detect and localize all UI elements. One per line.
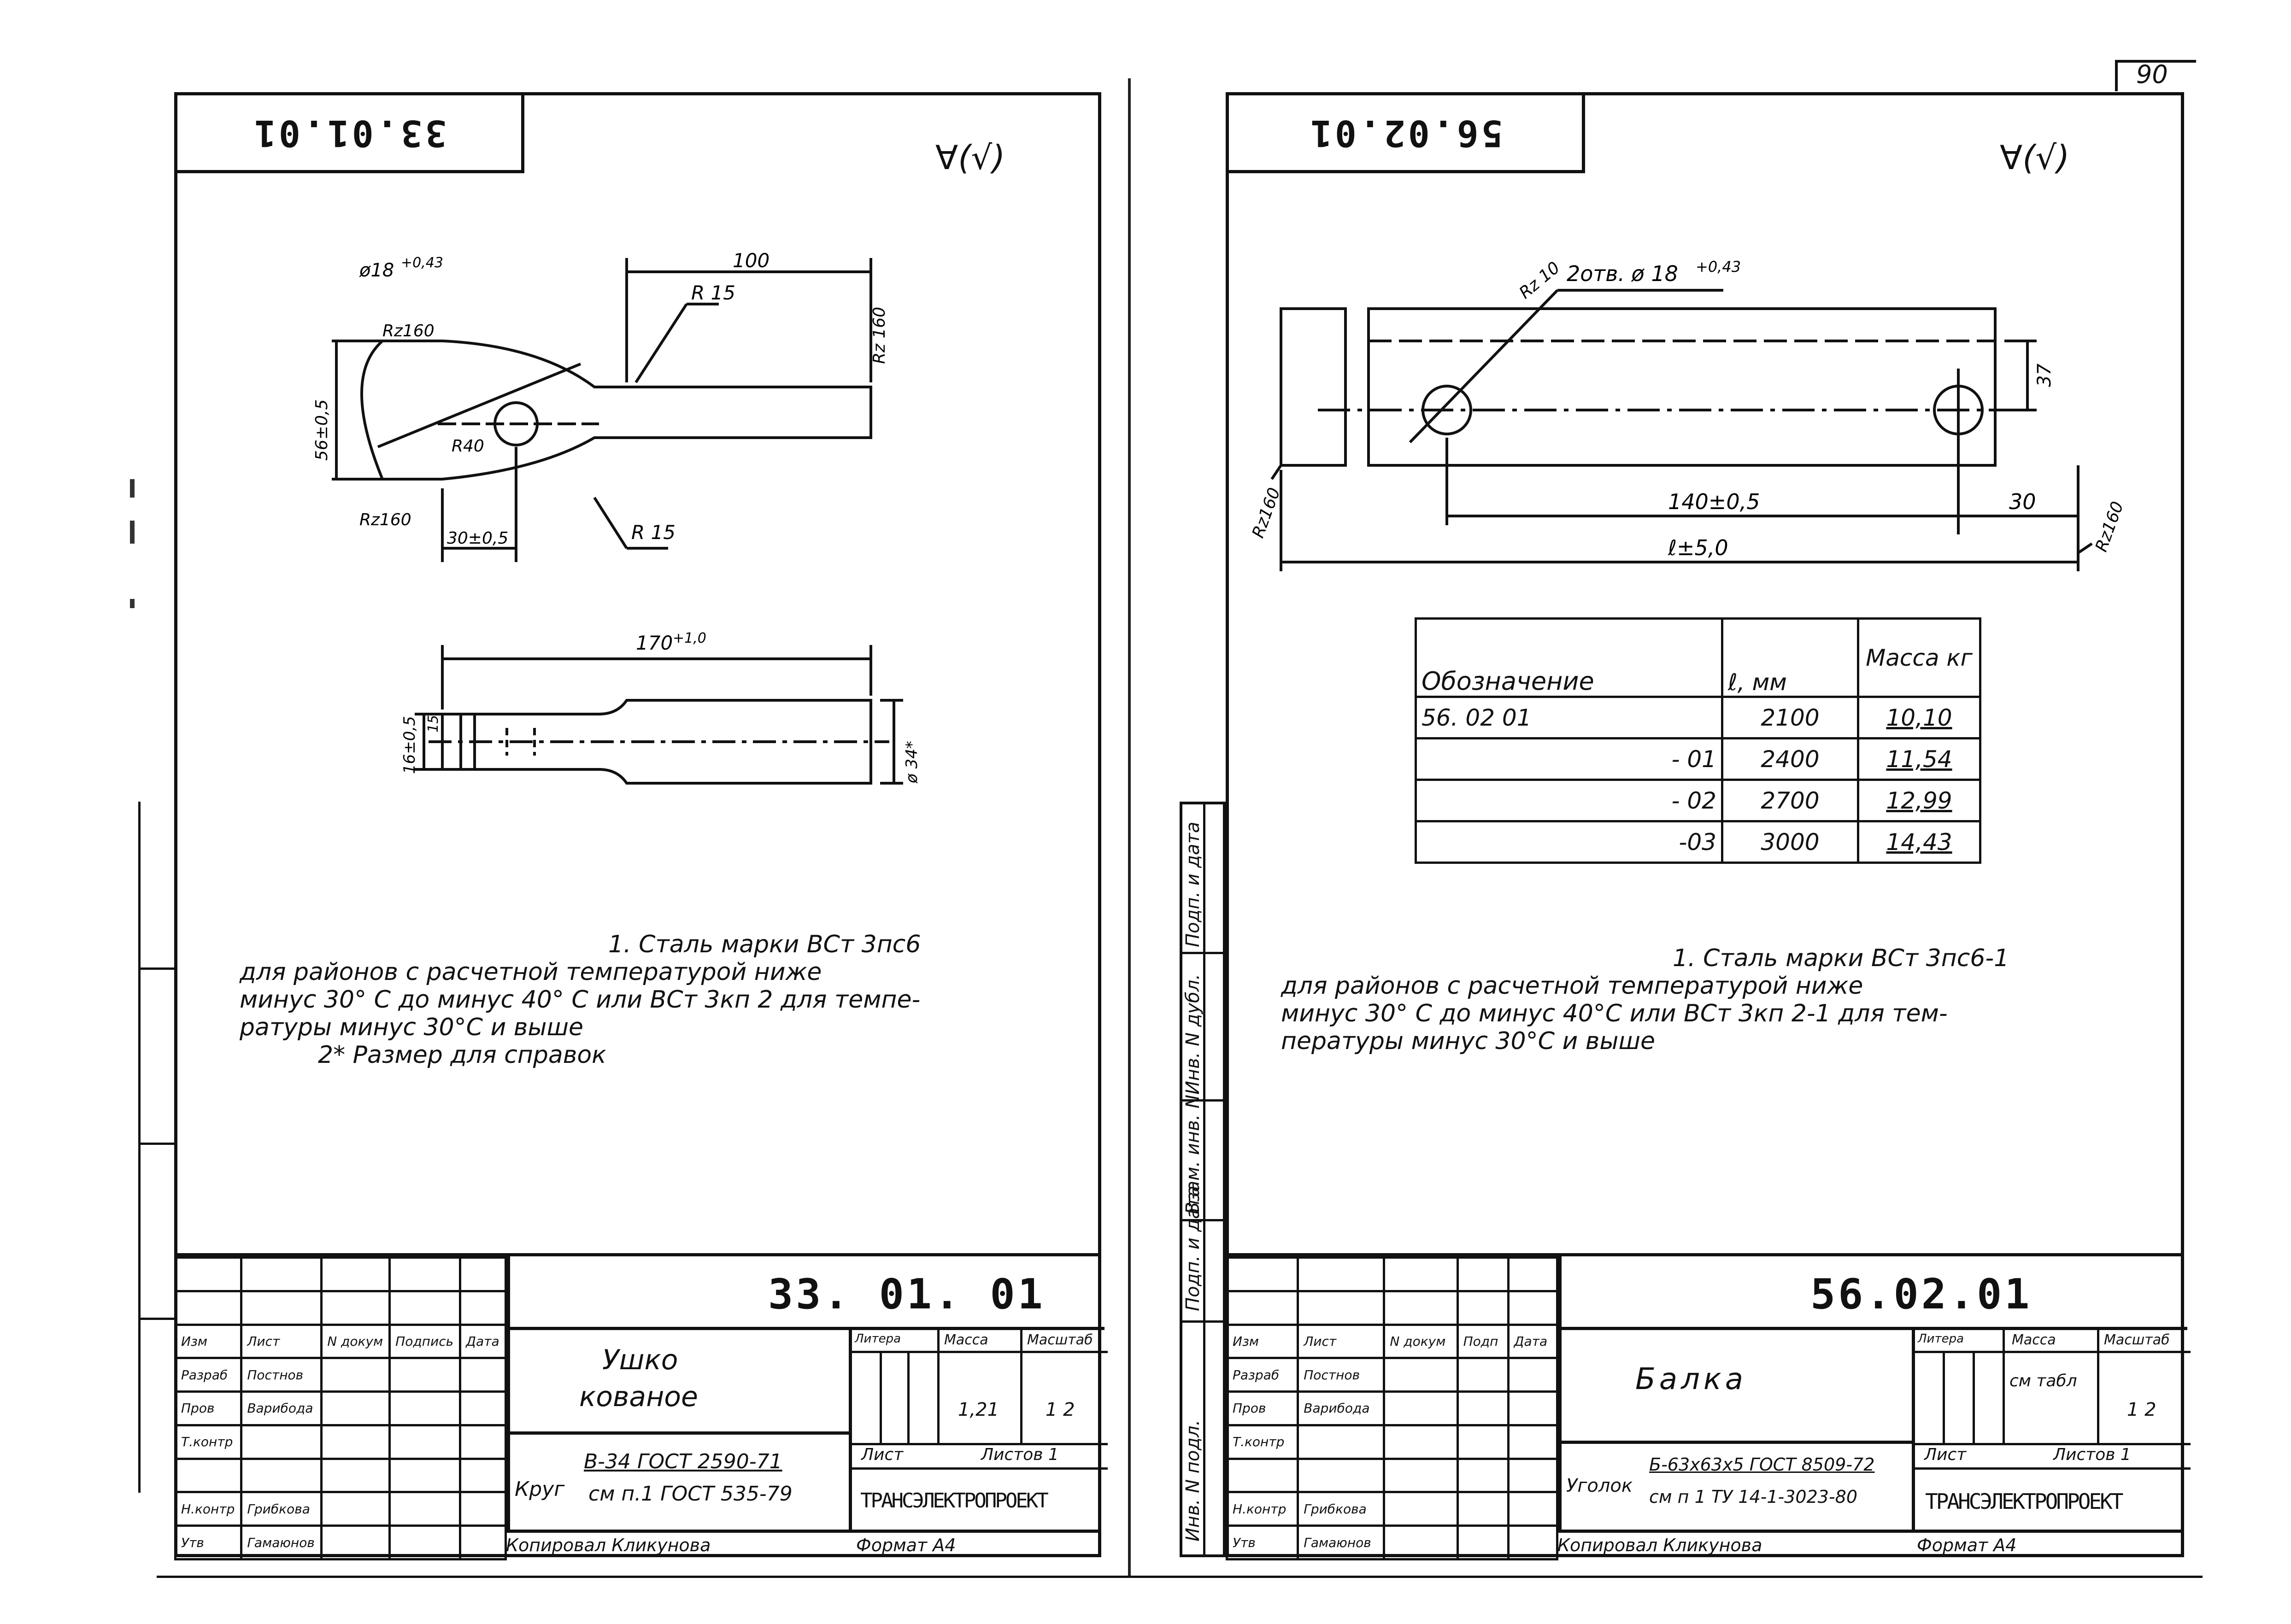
sheet-divider bbox=[1128, 78, 1131, 1576]
right-sheet-label: Лист bbox=[1924, 1445, 1967, 1464]
left-scale-value: 1 2 bbox=[1046, 1399, 1075, 1420]
right-spec-hline bbox=[1915, 1351, 2191, 1353]
right-designation: 56.02.01 bbox=[1810, 1270, 2033, 1319]
dim-ltotal: ℓ±5,0 bbox=[1668, 535, 1728, 560]
right-mass-value: см табл bbox=[2009, 1372, 2077, 1390]
variant-cell: - 02 bbox=[1416, 780, 1722, 821]
left-designation-row bbox=[510, 1256, 1104, 1330]
right-part-name-divider bbox=[1562, 1441, 1912, 1444]
right-side-strip bbox=[1180, 802, 1226, 1557]
page-number-box bbox=[2115, 60, 2196, 91]
left-org: ТРАНСЭЛЕКТРОПРОЕКТ bbox=[860, 1489, 1047, 1513]
dim-l140: 140±0,5 bbox=[1668, 489, 1760, 514]
side-label: Подп. и дата bbox=[1182, 1185, 1204, 1311]
ear-outline bbox=[362, 341, 871, 479]
dim-rz-right: Rz160 bbox=[2091, 499, 2127, 555]
left-part-name-divider bbox=[510, 1431, 849, 1435]
left-spec-vline bbox=[880, 1351, 882, 1443]
right-beam-drawing bbox=[1226, 221, 2175, 590]
left-spec-vline bbox=[937, 1330, 940, 1445]
margin-tick bbox=[138, 967, 175, 970]
left-material-line2: см п.1 ГОСТ 535-79 bbox=[588, 1482, 793, 1506]
left-mass-header: Масса bbox=[944, 1332, 988, 1348]
right-title-block bbox=[1226, 1253, 2184, 1557]
right-spec-hline bbox=[1915, 1467, 2191, 1470]
right-letter-header: Литера bbox=[1918, 1332, 1964, 1346]
right-material-line2: см п 1 ТУ 14-1-3023-80 bbox=[1649, 1487, 1857, 1507]
variant-cell: 11,54 bbox=[1858, 739, 1980, 780]
variant-header-mass: Масса кг bbox=[1858, 619, 1980, 697]
right-stamp-code: 56.02.01 bbox=[1308, 112, 1503, 153]
dim-170: 170 bbox=[636, 632, 673, 654]
dim-holes-tol: +0,43 bbox=[1696, 258, 1741, 276]
left-spec-hline bbox=[852, 1467, 1108, 1470]
left-spec-box bbox=[849, 1330, 1104, 1533]
right-scale-value: 1 2 bbox=[2127, 1399, 2156, 1420]
beam-left-stub bbox=[1281, 309, 1345, 465]
side-label: Инв. N дубл. bbox=[1182, 974, 1204, 1095]
dim-170-tol: +1,0 bbox=[673, 630, 706, 646]
left-note-line: минус 30° С до минус 40° С или ВСт 3кп 2 для темпе- bbox=[240, 986, 921, 1014]
right-note-line: для районов с расчетной температурой ниже bbox=[1281, 972, 1863, 1000]
margin-ticks bbox=[138, 802, 177, 1493]
left-stamp-box bbox=[174, 92, 524, 173]
left-spec-vline bbox=[907, 1351, 910, 1443]
dim-holes: 2отв. ø 18 bbox=[1567, 261, 1678, 286]
variant-cell: 10,10 bbox=[1858, 697, 1980, 739]
right-notes bbox=[1281, 944, 2156, 1055]
dim-rz-bottom-left: Rz160 bbox=[359, 510, 411, 529]
right-spec-vline bbox=[2097, 1330, 2099, 1445]
margin-mark bbox=[130, 479, 135, 498]
right-part-name: Балка bbox=[1635, 1362, 1747, 1396]
left-note-line: ратуры минус 30°С и выше bbox=[240, 1014, 584, 1041]
dim-r15-top: R 15 bbox=[691, 281, 735, 304]
left-roughness-symbol: ∀(√) bbox=[935, 138, 1005, 177]
dim-100: 100 bbox=[733, 249, 770, 272]
right-copied-by: Копировал Кликунова bbox=[1557, 1535, 1762, 1555]
left-designation: 33. 01. 01 bbox=[768, 1270, 1046, 1319]
variant-cell: -03 bbox=[1416, 821, 1722, 863]
dim-thk-15: 15 bbox=[425, 715, 441, 733]
side-label: Инв. N подл. bbox=[1182, 1419, 1204, 1542]
dim-hole: ø18 bbox=[359, 260, 394, 281]
dim-rz-left: Rz160 bbox=[1248, 485, 1284, 541]
dim-r15-bottom: R 15 bbox=[631, 521, 676, 544]
left-main-box bbox=[507, 1256, 1101, 1533]
variant-cell: 3000 bbox=[1722, 821, 1858, 863]
left-stamp-code: 33.01.01 bbox=[252, 112, 447, 153]
variant-header-designation: Обозначение bbox=[1416, 619, 1722, 697]
variant-cell: 14,43 bbox=[1858, 821, 1980, 863]
left-revision-table: Изм Лист N докум Подпись Дата Разраб Постнов Пров Варибода Т.контр Н.контр Грибкова Утв Гамаюнов bbox=[174, 1256, 507, 1560]
dim-width-56: 56±0,5 bbox=[312, 399, 331, 461]
right-material-line1: Б-63х63х5 ГОСТ 8509-72 bbox=[1649, 1454, 1875, 1475]
dim-dia-34: ø 34* bbox=[903, 741, 921, 783]
left-part-name-1: Ушко bbox=[602, 1344, 678, 1376]
right-spec-vline bbox=[1943, 1351, 1945, 1443]
variant-cell: 2100 bbox=[1722, 697, 1858, 739]
right-stamp-box bbox=[1226, 92, 1585, 173]
margin-mark bbox=[130, 521, 135, 544]
side-label: Взам. инв. N bbox=[1182, 1095, 1204, 1214]
margin-tick bbox=[138, 1143, 175, 1145]
side-label: Подп. и дата bbox=[1182, 821, 1204, 947]
right-revision-table: Изм Лист N докум Подп Дата Разраб Постнов Пров Варибода Т.контр Н.контр Грибкова Утв Гамаюнов bbox=[1226, 1256, 1558, 1560]
right-mass-header: Масса bbox=[2012, 1332, 2056, 1348]
variant-table bbox=[1415, 617, 1981, 864]
variant-header-length: ℓ, мм bbox=[1722, 619, 1858, 697]
right-roughness-symbol: ∀(√) bbox=[2000, 138, 2070, 177]
right-designation-row bbox=[1562, 1256, 2187, 1330]
left-format: Формат А4 bbox=[856, 1535, 956, 1555]
left-spec-hline bbox=[852, 1351, 1108, 1353]
dim-hole-tol: +0,43 bbox=[401, 255, 443, 271]
left-copied-by: Копировал Кликунова bbox=[506, 1535, 711, 1555]
variant-cell: 2700 bbox=[1722, 780, 1858, 821]
margin-mark bbox=[130, 599, 135, 608]
right-spec-vline bbox=[1973, 1351, 1975, 1443]
variant-cell: 2400 bbox=[1722, 739, 1858, 780]
left-title-block bbox=[174, 1253, 1101, 1557]
right-format: Формат А4 bbox=[1917, 1535, 2017, 1555]
dim-h37: 37 bbox=[2034, 363, 2055, 387]
right-sheets-label: Листов 1 bbox=[2053, 1445, 2131, 1464]
left-part-name-2: кованое bbox=[579, 1381, 698, 1413]
dim-offset-30: 30±0,5 bbox=[447, 529, 509, 548]
left-note-line: 1. Сталь марки ВСт 3пс6 bbox=[608, 931, 921, 958]
right-spec-vline bbox=[2003, 1330, 2005, 1445]
right-main-box bbox=[1558, 1256, 2184, 1533]
dim-thk-16: 16±0,5 bbox=[400, 716, 419, 774]
left-material-line1: В-34 ГОСТ 2590-71 bbox=[584, 1450, 782, 1473]
left-mass-value: 1,21 bbox=[958, 1399, 999, 1420]
left-sheet-label: Лист bbox=[861, 1445, 904, 1464]
bottom-baseline bbox=[157, 1576, 2203, 1578]
right-scale-header: Масштаб bbox=[2104, 1332, 2170, 1348]
dim-rz-top-left: Rz160 bbox=[382, 322, 435, 340]
left-sheets-label: Листов 1 bbox=[981, 1445, 1059, 1464]
right-org: ТРАНСЭЛЕКТРОПРОЕКТ bbox=[1925, 1489, 2122, 1514]
variant-cell: 56. 02 01 bbox=[1416, 697, 1722, 739]
variant-cell: - 01 bbox=[1416, 739, 1722, 780]
dim-rz-hole: Rz 10 bbox=[1516, 258, 1564, 303]
right-note-line: минус 30° С до минус 40°С или ВСт 3кп 2-1 для тем- bbox=[1281, 1000, 1948, 1027]
right-spec-box bbox=[1912, 1330, 2187, 1533]
right-note-line: 1. Сталь марки ВСт 3пс6-1 bbox=[1673, 944, 2009, 972]
left-scale-header: Масштаб bbox=[1027, 1332, 1093, 1348]
left-note-line: 2* Размер для справок bbox=[318, 1041, 606, 1069]
dim-rz-top-right: Rz 160 bbox=[870, 306, 889, 364]
left-material-prefix: Круг bbox=[515, 1477, 565, 1501]
variant-cell: 12,99 bbox=[1858, 780, 1980, 821]
dim-l30: 30 bbox=[2009, 489, 2036, 514]
left-note-line: для районов с расчетной температурой ниже bbox=[240, 958, 822, 986]
left-spec-vline bbox=[1020, 1330, 1022, 1445]
right-material-prefix: Уголок bbox=[1566, 1475, 1633, 1496]
left-letter-header: Литера bbox=[855, 1332, 901, 1346]
dim-r40: R40 bbox=[452, 437, 484, 456]
right-note-line: пературы минус 30°С и выше bbox=[1281, 1027, 1656, 1055]
margin-tick bbox=[138, 1318, 175, 1320]
left-notes bbox=[240, 931, 1069, 1069]
page-number: 90 bbox=[2136, 60, 2168, 89]
